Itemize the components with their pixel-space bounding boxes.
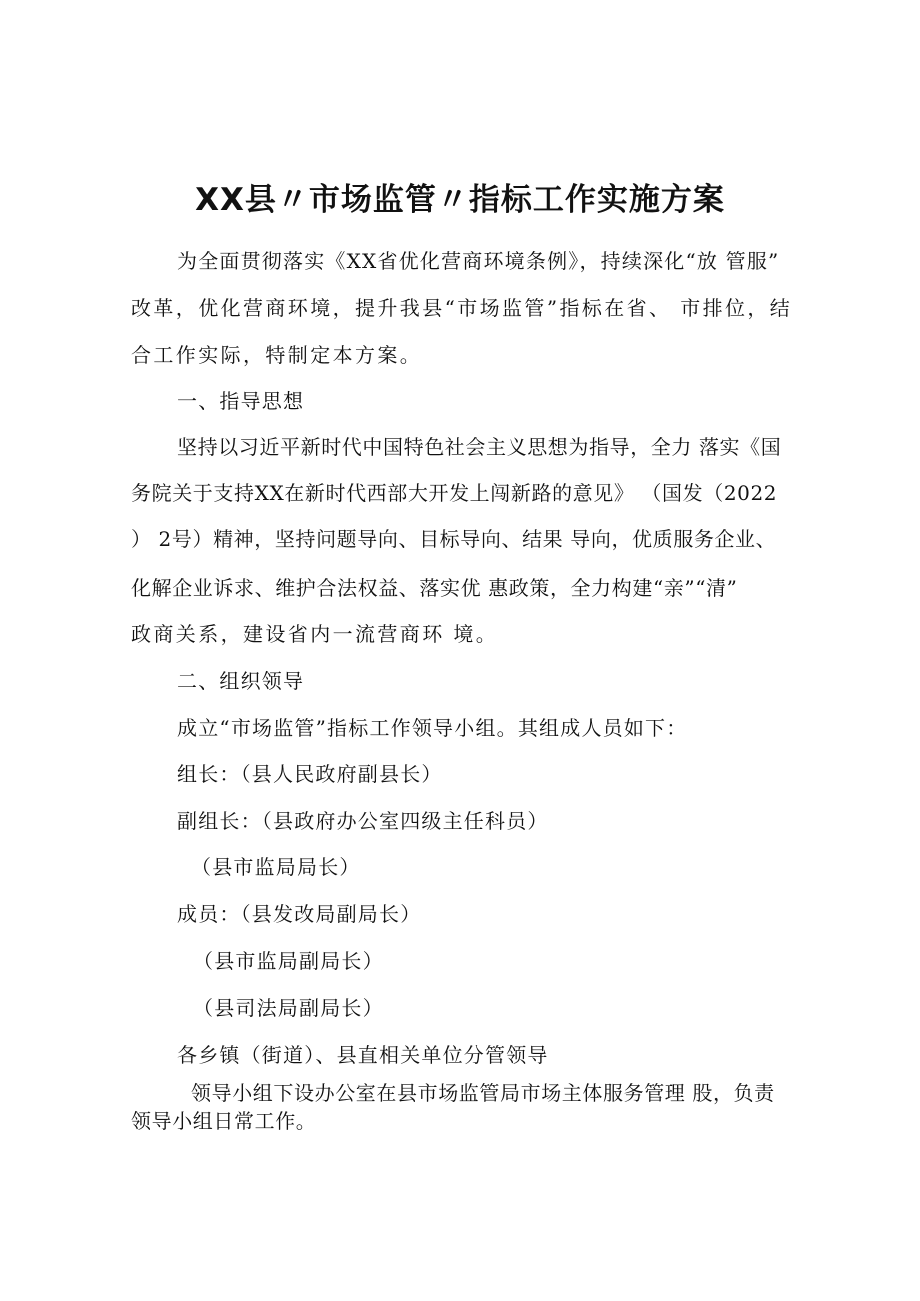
paragraph-line: 领导小组日常工作。 [131,1109,317,1133]
paragraph-line: 化解企业诉求、维护合法权益、落实优 惠政策，全力构建“亲”“清” [131,576,738,600]
paragraph-line: 改革，优化营商环境，提升我县“市场监管”指标在省、 市排位，结 [131,296,793,320]
paragraph-line: ） 2号）精神，坚持问题导向、目标导向、结果 导向，优质服务企业、 [131,527,777,551]
member-line: 成员：（县发改局副局长） [177,902,422,926]
section-heading: 二、组织领导 [177,669,305,693]
document-title: XX县〃市场监管〃指标工作实施方案 [195,182,725,218]
paragraph-line: 务院关于支持XX在新时代西部大开发上闯新路的意见》 （国发（2022 [131,481,778,505]
member-line: （县市监局局长） [191,855,361,879]
paragraph-line: 政商关系，建设省内一流营商环 境。 [131,622,499,646]
paragraph-line: 坚持以习近平新时代中国特色社会主义思想为指导，全力 落实《国 [177,435,782,459]
paragraph-line: 领导小组下设办公室在县市场监管局市场主体服务管理 股，负责 [191,1081,775,1105]
member-line: （县司法局副局长） [193,996,384,1020]
section-heading: 一、指导思想 [177,389,305,413]
member-line: 各乡镇（街道）、县直相关单位分管领导 [177,1043,549,1067]
member-line: （县市监局副局长） [193,949,384,973]
paragraph-line: 为全面贯彻落实《XX省优化营商环境条例》，持续深化“放 管服” [177,249,780,273]
paragraph-line: 合工作实际，特制定本方案。 [131,343,423,367]
member-line: 组长：（县人民政府副县长） [177,762,443,786]
paragraph-line: 成立“市场监管”指标工作领导小组。其组成人员如下： [177,716,688,740]
member-line: 副组长：（县政府办公室四级主任科员） [177,809,549,833]
